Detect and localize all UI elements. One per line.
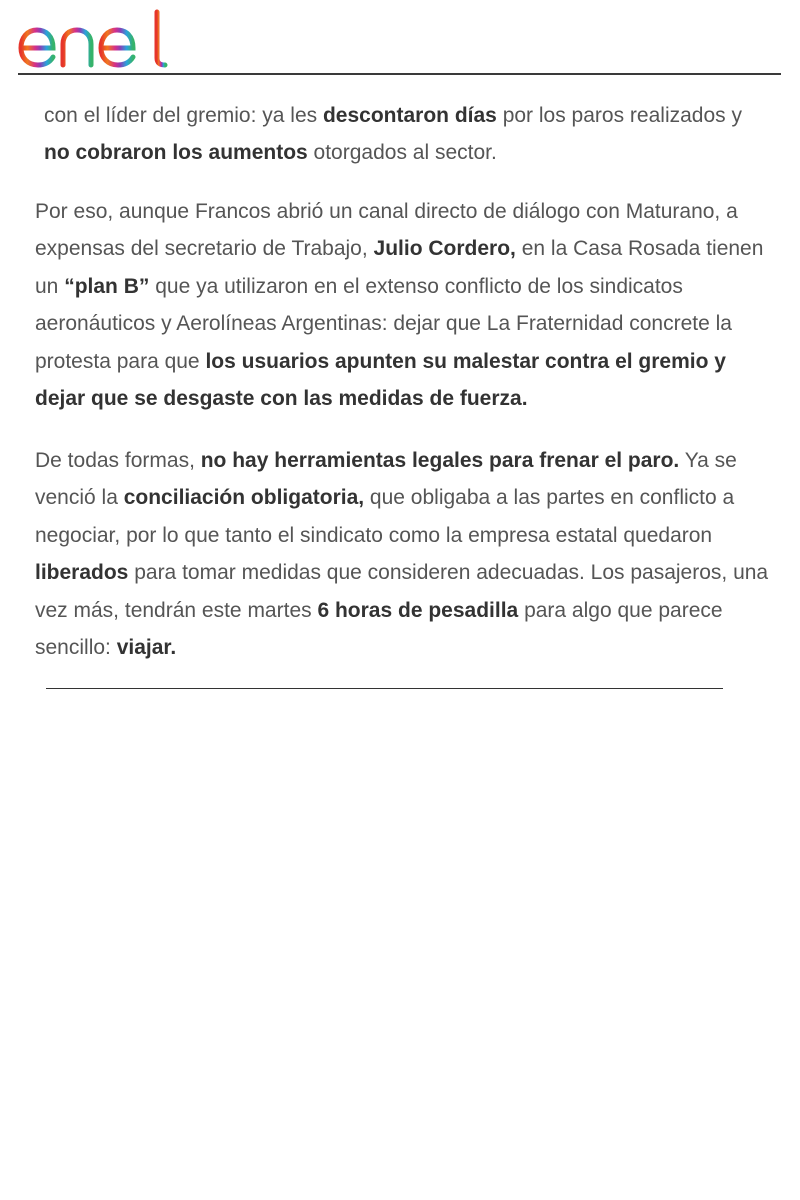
enel-logo[interactable] bbox=[17, 8, 172, 70]
text-segment: otorgados al sector. bbox=[307, 141, 497, 165]
bold-text-segment: no hay herramientas legales para frenar el paro. bbox=[200, 449, 680, 472]
site-header bbox=[0, 0, 800, 76]
text-segment: para tomar medidas que consideren adecuadas. Los pasajeros, una vez más, tendrán este martes bbox=[35, 561, 769, 622]
text-segment: en la Casa Rosada tienen un bbox=[35, 237, 764, 298]
text-segment: con el líder del gremio: ya les bbox=[44, 104, 323, 127]
article-end-divider bbox=[46, 688, 723, 689]
text-segment: que obligaba a las partes en conflicto a negociar, por lo que tanto el sindicato como la empresa estatal quedaron bbox=[35, 486, 735, 547]
text-segment: Por eso, aunque Francos abrió un canal directo de diálogo con Maturano, a expensas del secretario de Trabajo, bbox=[35, 200, 738, 261]
bold-text-segment: descontaron días bbox=[322, 104, 497, 127]
text-segment: Ya se venció la bbox=[35, 449, 737, 510]
header-divider bbox=[18, 73, 781, 75]
article-paragraph-1 bbox=[44, 97, 764, 172]
bold-text-segment: “plan B” bbox=[64, 274, 150, 298]
bold-text-segment: liberados bbox=[35, 561, 129, 585]
bold-text-segment: no cobraron los aumentos bbox=[44, 141, 308, 165]
bold-text-segment: 6 horas de pesadilla bbox=[317, 598, 519, 622]
text-segment: para algo que parece sencillo: bbox=[35, 598, 723, 660]
bold-text-segment: Julio Cordero, bbox=[373, 237, 516, 261]
bold-text-segment: los usuarios apunten su malestar contra el gremio y dejar que se desgaste con las medidas de fuerza. bbox=[35, 349, 726, 411]
bold-text-segment: viajar. bbox=[116, 636, 177, 660]
article-paragraph-3 bbox=[35, 442, 775, 666]
text-segment: De todas formas, bbox=[35, 449, 201, 472]
text-segment: que ya utilizaron en el extenso conflicto de los sindicatos aeronáuticos y Aerolíneas Argentinas: dejar que La Fraternidad concrete la protesta para que bbox=[35, 274, 732, 373]
article-paragraph-2 bbox=[35, 193, 775, 417]
text-segment: por los paros realizados y bbox=[496, 104, 742, 127]
bold-text-segment: conciliación obligatoria, bbox=[123, 486, 365, 510]
